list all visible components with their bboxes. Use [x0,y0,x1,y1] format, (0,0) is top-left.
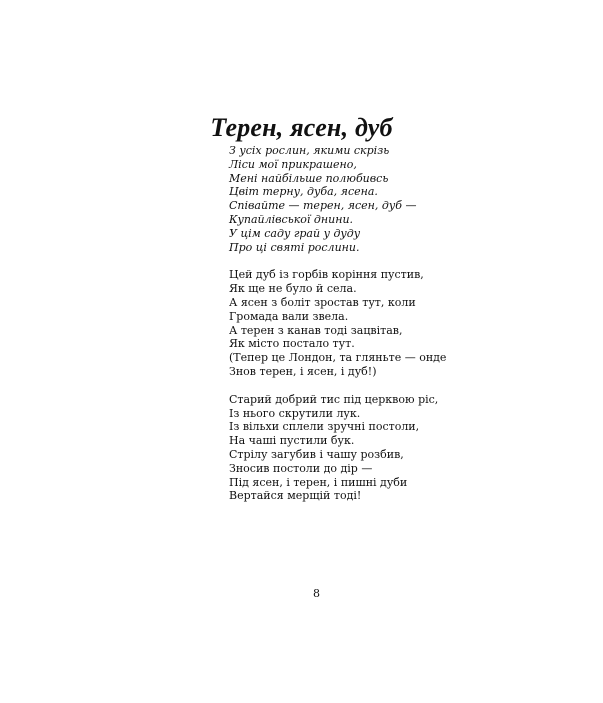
poem-line: Із вільхи сплели зручні постоли, [229,420,420,434]
poem-line: А ясен з боліт зростав тут, коли [229,295,416,309]
poem-line: Як ще не було й села. [229,282,357,296]
poem-line: Про ці святі рослини. [229,240,360,254]
poem-line: Зносив постоли до дір — [229,461,373,475]
poem-line: Громада вали звела. [229,309,349,323]
poem-line: Знов терен, і ясен, і дуб!) [229,364,377,378]
poem-line: Як місто постало тут. [229,337,355,351]
poem-body [229,144,589,503]
stanza-1 [229,144,589,254]
poem-line: У цім саду грай у дуду [229,226,361,240]
poem-line: Вертайся мерщій тоді! [229,489,362,503]
poem-line: На чаші пустили бук. [229,434,355,448]
poem-line: Цей дуб із горбів коріння пустив, [229,268,424,282]
poem-line: Мені найбільше полюбивсь [229,171,389,185]
poem-line: Старий добрий тис під церквою ріс, [229,392,439,406]
poem-line: Із нього скрутили лук. [229,406,361,420]
poem-line: Ліси мої прикрашено, [229,157,357,171]
stanza-2 [229,268,589,378]
page-number: 8 [313,587,320,600]
poem-line: Під ясен, і терен, і пишні дуби [229,475,408,489]
poem-line: (Тепер це Лондон, та гляньте — онде [229,351,447,365]
poem-line: Цвіт терну, дуба, ясена. [229,185,378,199]
poem-title: Терен, ясен, дуб [210,113,393,143]
poem-line: Стрілу загубив і чашу розбив, [229,447,404,461]
poem-line: Співайте — терен, ясен, дуб — [229,199,417,213]
poem-line: Купайлівської днини. [229,212,354,226]
stanza-3 [229,393,589,503]
poem-line: З усіх рослин, якими скрізь [229,144,390,157]
poem-line: А терен з канав тоді зацвітав, [229,323,403,337]
